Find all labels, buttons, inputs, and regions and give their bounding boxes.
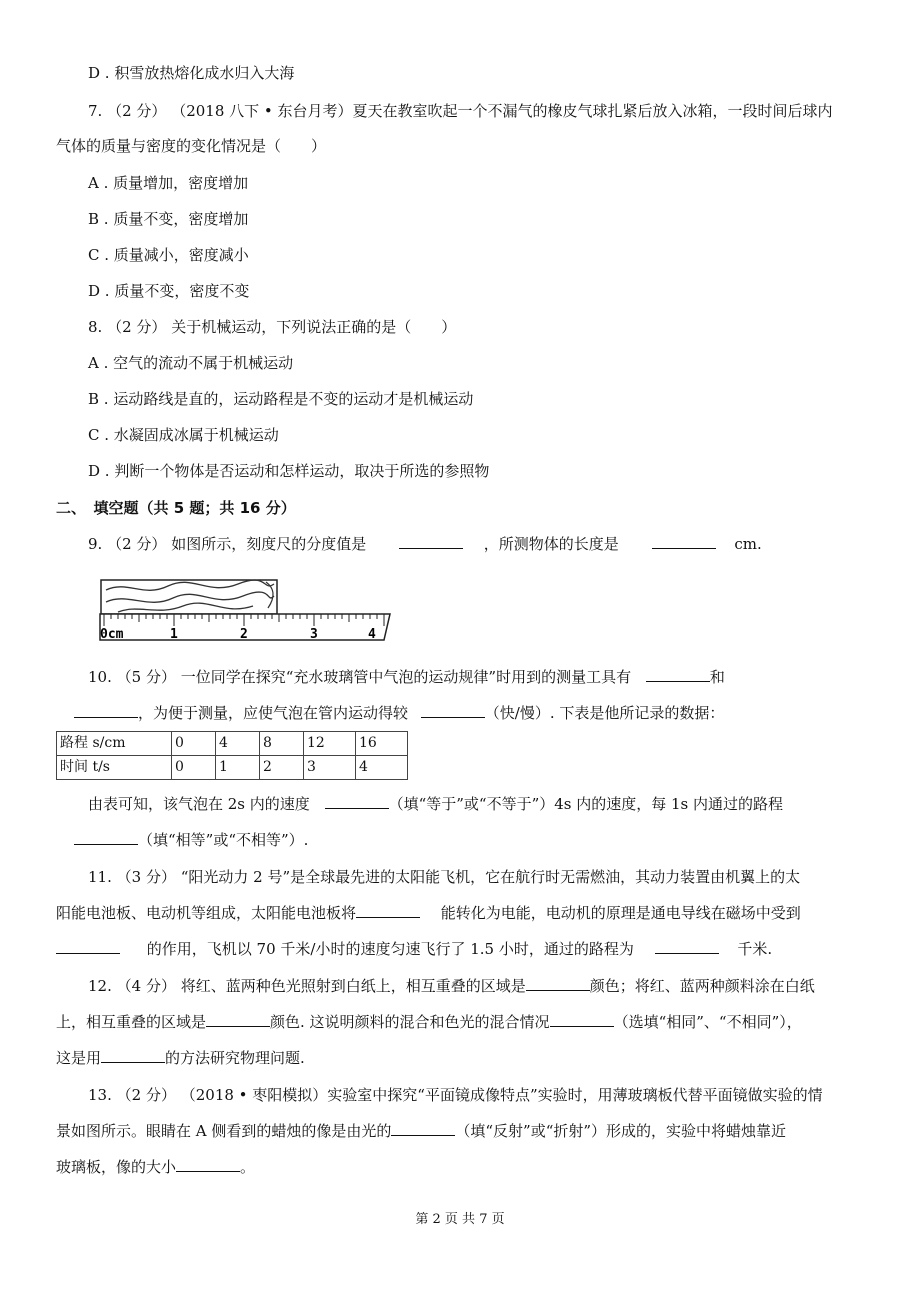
ruler-label-1: 1	[170, 627, 178, 642]
q10-stem-line2	[74, 702, 724, 724]
question-number: 11.	[88, 868, 112, 886]
question-text: 颜色；将红、蓝两种颜料涂在白纸	[589, 977, 815, 995]
question-text: 上，相互重叠的区域是	[56, 1013, 207, 1031]
q10-stem-line1	[88, 666, 725, 688]
q13-line1	[88, 1084, 823, 1106]
question-text: 关于机械运动，下列说法正确的是（ ）	[171, 318, 457, 336]
question-score: （2 分）	[107, 102, 167, 120]
question-text: 的方法研究物理问题.	[165, 1049, 305, 1067]
measured-object	[101, 580, 277, 614]
q8-option-a: A . 空气的流动不属于机械运动	[88, 354, 294, 372]
answer-blank[interactable]	[101, 1048, 165, 1063]
question-score: （2 分）	[107, 535, 167, 553]
question-text: （填“反射”或“折射”）形成的，实验中将蜡烛靠近	[455, 1122, 787, 1140]
table-row	[57, 732, 408, 756]
q10-after-line2	[74, 829, 308, 851]
question-number: 8.	[88, 318, 103, 336]
answer-blank[interactable]	[646, 667, 710, 682]
question-text: 能转化为电能，电动机的原理是通电导线在磁场中受到	[440, 904, 801, 922]
answer-blank[interactable]	[421, 703, 485, 718]
question-score: （4 分）	[116, 977, 176, 995]
question-text: 和	[709, 668, 725, 686]
q13-line3	[56, 1156, 255, 1178]
question-text: 玻璃板，像的大小	[56, 1158, 177, 1176]
question-score: （3 分）	[116, 868, 176, 886]
table-cell: 4	[356, 756, 408, 780]
answer-blank[interactable]	[356, 903, 420, 918]
question-text: 颜色. 这说明颜料的混合和色光的混合情况	[270, 1013, 550, 1031]
q13-line2	[56, 1120, 786, 1142]
answer-blank[interactable]	[74, 703, 138, 718]
q11-line2	[56, 902, 801, 924]
answer-blank[interactable]	[391, 1121, 455, 1136]
q8-option-d: D . 判断一个物体是否运动和怎样运动，取决于所选的参照物	[88, 462, 490, 480]
data-table	[56, 731, 408, 780]
q7-stem-line2: 气体的质量与密度的变化情况是（ ）	[56, 137, 327, 155]
ruler-label-0: 0cm	[100, 627, 124, 642]
question-text: 阳能电池板、电动机等组成，太阳能电池板将	[56, 904, 357, 922]
table-cell: 16	[356, 732, 408, 756]
q7-option-a: A . 质量增加，密度增加	[88, 174, 249, 192]
q6-option-d: D . 积雪放热熔化成水归入大海	[88, 64, 295, 82]
table-cell: 0	[172, 732, 216, 756]
table-cell: 时间 t/s	[57, 756, 172, 780]
q12-line3	[56, 1047, 305, 1069]
answer-blank[interactable]	[325, 794, 389, 809]
question-text: 夏天在教室吹起一个不漏气的橡皮气球扎紧后放入冰箱，一段时间后球内	[352, 102, 833, 120]
ruler-label-2: 2	[240, 627, 248, 642]
answer-blank[interactable]	[74, 830, 138, 845]
question-number: 9.	[88, 535, 103, 553]
answer-blank[interactable]	[56, 939, 120, 954]
table-cell: 2	[260, 756, 304, 780]
q11-line1	[88, 866, 800, 888]
q9-stem	[88, 533, 762, 555]
question-text: （填“相等”或“不相等”）.	[138, 831, 309, 849]
table-cell: 路程 s/cm	[57, 732, 172, 756]
answer-blank[interactable]	[550, 1012, 614, 1027]
answer-blank[interactable]	[652, 534, 716, 549]
answer-blank[interactable]	[206, 1012, 270, 1027]
q11-line3	[56, 938, 772, 960]
question-number: 10.	[88, 668, 112, 686]
unit-text: cm.	[734, 535, 762, 553]
question-text: 如图所示，刻度尺的分度值是	[171, 535, 367, 553]
ruler-figure	[98, 574, 398, 644]
question-text: 由表可知，该气泡在 2s 内的速度	[88, 795, 310, 813]
question-text: ，所测物体的长度是	[483, 535, 619, 553]
question-text: 实验室中探究“平面镜成像特点”实验时，用薄玻璃板代替平面镜做实验的情	[327, 1086, 823, 1104]
table-cell: 1	[216, 756, 260, 780]
question-text: 一位同学在探究“充水玻璃管中气泡的运动规律”时用到的测量工具有	[180, 668, 632, 686]
q12-line2	[56, 1011, 802, 1033]
question-text: （填“等于”或“不等于”）4s 内的速度，每 1s 内通过的路程	[388, 795, 784, 813]
table-cell: 0	[172, 756, 216, 780]
q8-option-b: B . 运动路线是直的，运动路程是不变的运动才是机械运动	[88, 390, 474, 408]
table-cell: 8	[260, 732, 304, 756]
question-score: （2 分）	[116, 1086, 176, 1104]
question-text: 将红、蓝两种色光照射到白纸上，相互重叠的区域是	[180, 977, 526, 995]
answer-blank[interactable]	[526, 976, 590, 991]
q8-option-c: C . 水凝固成冰属于机械运动	[88, 426, 279, 444]
page-footer: 第 2 页 共 7 页	[415, 1212, 505, 1227]
ruler-label-4: 4	[368, 627, 376, 642]
table-cell: 3	[304, 756, 356, 780]
ruler-label-3: 3	[310, 627, 318, 642]
question-source: （2018 • 枣阳模拟）	[180, 1086, 328, 1104]
question-score: （2 分）	[107, 318, 167, 336]
question-number: 12.	[88, 977, 112, 995]
table-cell: 4	[216, 732, 260, 756]
question-text: 。	[240, 1158, 256, 1176]
answer-blank[interactable]	[655, 939, 719, 954]
question-number: 13.	[88, 1086, 112, 1104]
q7-option-d: D . 质量不变，密度不变	[88, 282, 250, 300]
q7-option-c: C . 质量减小，密度减小	[88, 246, 249, 264]
question-text: （快/慢）. 下表是他所记录的数据：	[484, 704, 725, 722]
question-text: 景如图所示。眼睛在 A 侧看到的蜡烛的像是由光的	[56, 1122, 392, 1140]
question-source: （2018 八下 • 东台月考）	[171, 102, 353, 120]
question-text: 这是用	[56, 1049, 102, 1067]
answer-blank[interactable]	[399, 534, 463, 549]
question-text: （选填“相同”、“不相同”），	[613, 1013, 802, 1031]
q7-stem-line1	[88, 100, 833, 122]
question-score: （5 分）	[116, 668, 176, 686]
q7-option-b: B . 质量不变，密度增加	[88, 210, 249, 228]
answer-blank[interactable]	[176, 1157, 240, 1172]
q10-after-line1	[88, 793, 783, 815]
q12-line1	[88, 975, 815, 997]
question-text: 的作用，飞机以 70 千米/小时的速度匀速飞行了 1.5 小时，通过的路程为	[146, 940, 634, 958]
question-number: 7.	[88, 102, 103, 120]
question-text: “阳光动力 2 号”是全球最先进的太阳能飞机，它在航行时无需燃油，其动力装置由机翼上的太	[180, 868, 801, 886]
question-text: ，为便于测量，应使气泡在管内运动得较	[138, 704, 409, 722]
table-cell: 12	[304, 732, 356, 756]
q8-stem	[88, 316, 456, 338]
section-title: 二、 填空题（共 5 题；共 16 分）	[56, 499, 296, 517]
table-row	[57, 756, 408, 780]
question-text: 千米.	[737, 940, 773, 958]
